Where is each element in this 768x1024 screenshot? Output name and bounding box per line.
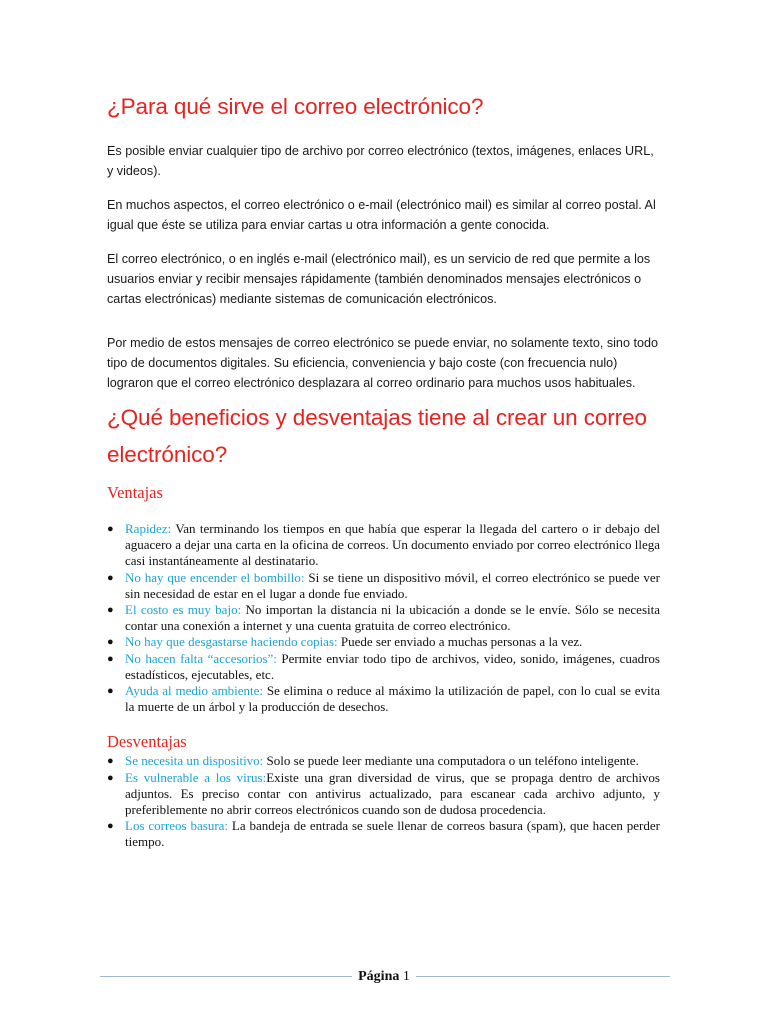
paragraph: El correo electrónico, o en inglés e-mail (electrónico mail), es un servicio de red que permite a los usuarios enviar y recibir mensajes rápidamente (también denominados mensajes electrónicos o cartas electrónicas) mediante sistemas de comunicación electrónicos. [107,252,651,306]
list-item-text: Van terminando los tiempos en que había que esperar la llegada del cartero o ir debajo del aguacero a dejar una carta en la oficina de correos. Un documento enviado por correo electrónico llega casi instantáneamente al destinatario. [125,521,660,569]
list-item [107,521,660,570]
list-item-text: Puede ser enviado a muchas personas a la vez. [337,634,583,650]
desventajas-list [107,753,660,850]
list-item-term: Ayuda al medio ambiente: [125,683,264,699]
list-item [107,569,660,602]
bullet-icon: ● [107,523,114,535]
bullet-icon: ● [107,820,114,833]
list-item [107,650,660,683]
list-item-term: No hay que desgastarse haciendo copias: [125,634,338,650]
list-item [107,634,660,650]
bullet-icon: ● [107,571,114,584]
list-item [107,602,660,634]
bullet-icon: ● [107,604,114,617]
paragraph: Por medio de estos mensajes de correo electrónico se puede enviar, no solamente texto, sino todo tipo de documentos digitales. Su eficiencia, conveniencia y bajo coste (con frecuencia nulo) lograron que el correo electrónico desplazara al correo ordinario para muchos usos habituales. [107,336,658,390]
bullet-icon: ● [107,771,114,784]
list-item-term: No hay que encender el bombillo: [125,569,305,585]
list-item-term: Los correos basura: [125,818,229,834]
list-item-text: No importan la distancia ni la ubicación a donde se le envíe. Sólo se necesita contar una conexión a internet y una cuenta gratuita de correo electrónico. [125,602,660,634]
list-item [107,683,660,715]
page-number-label [352,969,416,985]
list-item-text: Permite enviar todo tipo de archivos, video, sonido, imágenes, cuadros estadísticos, ejecutables, etc. [125,650,660,682]
list-item-text: Se elimina o reduce al máximo la utilización de papel, con lo cual se evita la muerte de un árbol y la producción de desechos. [125,683,660,715]
list-item-term: Se necesita un dispositivo: [125,753,264,769]
bullet-icon: ● [107,652,114,665]
ventajas-heading: Ventajas [107,483,163,502]
list-item-term: Rapidez: [125,521,172,536]
section-title-beneficios: ¿Qué beneficios y desventajas tiene al crear un correo electrónico? [107,405,647,467]
list-item [107,753,660,769]
ventajas-list [107,521,660,715]
list-item-term: Es vulnerable a los virus: [125,769,267,785]
list-item-term: El costo es muy bajo: [125,602,242,618]
list-item-term: No hacen falta “accesorios”: [125,650,277,666]
bullet-icon: ● [107,685,114,698]
desventajas-heading: Desventajas [107,732,187,752]
paragraph: Es posible enviar cualquier tipo de archivo por correo electrónico (textos, imágenes, enlaces URL, y videos). [107,144,654,178]
paragraph: En muchos aspectos, el correo electrónico o e-mail (electrónico mail) es similar al correo postal. Al igual que éste se utiliza para enviar cartas u otra información a gente conocida. [107,198,656,232]
list-item [107,769,660,819]
section-title-para-que-sirve: ¿Para qué sirve el correo electrónico? [107,94,484,119]
page-footer [0,969,768,985]
page-label: Página [358,969,400,984]
list-item-text: Si se tiene un dispositivo móvil, el correo electrónico se puede ver sin necesidad de estar en el lugar a donde fue enviado. [125,569,660,601]
bullet-icon: ● [107,636,114,649]
page-number: 1 [402,969,410,984]
list-item [107,818,660,850]
list-item-text: La bandeja de entrada se suele llenar de correos basura (spam), que hacen perder tiempo. [125,818,660,850]
bullet-icon: ● [107,755,114,768]
list-item-text: Existe una gran diversidad de virus, que se propaga dentro de archivos adjuntos. Es preciso contar con antivirus actualizado, para escanear cada archivo adjunto, y preferiblemente no abrir correos electrónicos cuando son de dudosa procedencia. [125,769,660,818]
list-item-text: Solo se puede leer mediante una computadora o un teléfono inteligente. [263,753,639,769]
